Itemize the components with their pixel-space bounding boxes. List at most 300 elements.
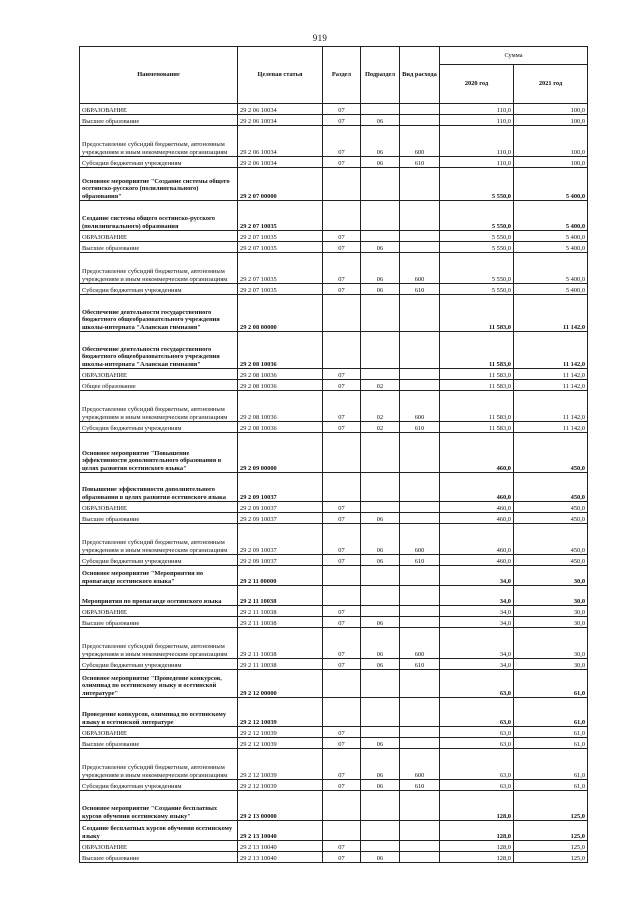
row-vid (400, 369, 440, 380)
row-2021: 61,0 (514, 698, 588, 727)
row-razdel: 07 (323, 780, 361, 791)
row-2021: 11 142,0 (514, 380, 588, 391)
row-name: Основное мероприятие "Повышение эффективности дополнительного образования в целях развития осетинского языка" (80, 433, 238, 473)
row-2020: 460,0 (440, 473, 514, 502)
row-vid (400, 168, 440, 201)
row-code: 29 2 07 00000 (238, 168, 323, 201)
budget-table (79, 46, 588, 863)
row-vid (400, 841, 440, 852)
row-name: ОБРАЗОВАНИЕ (80, 104, 238, 115)
row-podrazdel: 06 (361, 749, 400, 780)
row-podrazdel (361, 606, 400, 617)
row-2020: 11 583,0 (440, 380, 514, 391)
row-code: 29 2 09 10037 (238, 555, 323, 566)
row-2020: 128,0 (440, 841, 514, 852)
row-razdel: 07 (323, 391, 361, 422)
table-row (80, 738, 588, 749)
table-row (80, 391, 588, 422)
row-2020: 5 550,0 (440, 201, 514, 231)
row-2021: 450,0 (514, 502, 588, 513)
row-code: 29 2 13 10040 (238, 841, 323, 852)
row-code: 29 2 08 10036 (238, 332, 323, 369)
row-code: 29 2 09 10037 (238, 473, 323, 502)
row-razdel (323, 473, 361, 502)
row-2021: 450,0 (514, 433, 588, 473)
row-podrazdel: 06 (361, 617, 400, 628)
row-podrazdel (361, 231, 400, 242)
row-podrazdel (361, 104, 400, 115)
row-code: 29 2 13 10040 (238, 852, 323, 863)
row-name: Субсидии бюджетным учреждениям (80, 284, 238, 295)
row-podrazdel (361, 295, 400, 332)
row-vid: 610 (400, 422, 440, 433)
row-2020: 11 583,0 (440, 295, 514, 332)
row-vid (400, 513, 440, 524)
row-code: 29 2 11 10038 (238, 628, 323, 659)
row-2021: 100,0 (514, 126, 588, 157)
row-razdel: 07 (323, 841, 361, 852)
row-razdel: 07 (323, 606, 361, 617)
row-vid: 600 (400, 628, 440, 659)
row-podrazdel (361, 502, 400, 513)
row-podrazdel: 02 (361, 391, 400, 422)
row-vid (400, 115, 440, 126)
row-2021: 11 142,0 (514, 369, 588, 380)
row-name: ОБРАЗОВАНИЕ (80, 727, 238, 738)
row-vid: 610 (400, 157, 440, 168)
row-razdel: 07 (323, 126, 361, 157)
row-2020: 110,0 (440, 157, 514, 168)
row-code: 29 2 12 10039 (238, 738, 323, 749)
row-2021: 125,0 (514, 852, 588, 863)
row-2021: 100,0 (514, 157, 588, 168)
row-vid: 600 (400, 126, 440, 157)
row-2021: 30,0 (514, 617, 588, 628)
row-vid (400, 606, 440, 617)
row-code: 29 2 09 10037 (238, 502, 323, 513)
header-razdel: Раздел (323, 47, 361, 104)
table-row (80, 749, 588, 780)
row-podrazdel: 06 (361, 126, 400, 157)
header-code: Целевая статья (238, 47, 323, 104)
row-podrazdel: 06 (361, 157, 400, 168)
table-row (80, 841, 588, 852)
row-2021: 61,0 (514, 780, 588, 791)
row-name: Субсидии бюджетным учреждениям (80, 659, 238, 670)
row-code: 29 2 11 10038 (238, 586, 323, 606)
row-razdel: 07 (323, 628, 361, 659)
row-code: 29 2 11 10038 (238, 659, 323, 670)
row-2020: 11 583,0 (440, 369, 514, 380)
header-year-2021: 2021 год (514, 65, 588, 104)
row-2021: 30,0 (514, 606, 588, 617)
row-razdel: 07 (323, 422, 361, 433)
row-vid (400, 433, 440, 473)
row-2021: 125,0 (514, 821, 588, 841)
table-row (80, 852, 588, 863)
row-podrazdel (361, 201, 400, 231)
row-podrazdel: 06 (361, 780, 400, 791)
row-2020: 34,0 (440, 617, 514, 628)
row-name: Повышение эффективности дополнительного образования в целях развития осетинского языка (80, 473, 238, 502)
row-vid (400, 502, 440, 513)
row-vid (400, 698, 440, 727)
row-2020: 63,0 (440, 670, 514, 698)
row-name: Мероприятия по пропаганде осетинского языка (80, 586, 238, 606)
row-2020: 34,0 (440, 659, 514, 670)
row-2021: 450,0 (514, 513, 588, 524)
row-razdel: 07 (323, 513, 361, 524)
row-2021: 11 142,0 (514, 295, 588, 332)
row-podrazdel: 02 (361, 380, 400, 391)
row-code: 29 2 08 10036 (238, 422, 323, 433)
row-name: Обеспечение деятельности государственного бюджетного общеобразовательного учреждения школы-интерната "Аланская гимназия" (80, 332, 238, 369)
row-code: 29 2 13 10040 (238, 821, 323, 841)
row-2020: 63,0 (440, 727, 514, 738)
row-2020: 63,0 (440, 738, 514, 749)
row-podrazdel (361, 566, 400, 586)
row-name: Высшее образование (80, 617, 238, 628)
row-vid (400, 727, 440, 738)
row-razdel: 07 (323, 284, 361, 295)
row-razdel (323, 586, 361, 606)
row-vid (400, 821, 440, 841)
row-podrazdel: 06 (361, 513, 400, 524)
row-2020: 110,0 (440, 104, 514, 115)
row-2021: 11 142,0 (514, 332, 588, 369)
table-row (80, 586, 588, 606)
table-row (80, 606, 588, 617)
row-2020: 5 550,0 (440, 284, 514, 295)
row-2021: 5 400,0 (514, 168, 588, 201)
row-razdel (323, 670, 361, 698)
row-2021: 450,0 (514, 473, 588, 502)
table-row (80, 433, 588, 473)
table-row (80, 566, 588, 586)
table-row (80, 295, 588, 332)
row-code: 29 2 11 00000 (238, 566, 323, 586)
row-2020: 460,0 (440, 502, 514, 513)
row-code: 29 2 07 10035 (238, 231, 323, 242)
header-summa: Сумма (440, 47, 588, 65)
row-name: Предоставление субсидий бюджетным, автономным учреждениям и иным некоммерческим организациям (80, 749, 238, 780)
row-razdel (323, 821, 361, 841)
row-razdel: 07 (323, 852, 361, 863)
row-name: Высшее образование (80, 115, 238, 126)
row-2021: 450,0 (514, 524, 588, 555)
row-code: 29 2 07 10035 (238, 284, 323, 295)
row-2021: 5 400,0 (514, 253, 588, 284)
row-code: 29 2 12 00000 (238, 670, 323, 698)
row-podrazdel (361, 586, 400, 606)
row-podrazdel: 06 (361, 555, 400, 566)
row-2021: 11 142,0 (514, 391, 588, 422)
row-2020: 5 550,0 (440, 231, 514, 242)
row-razdel (323, 433, 361, 473)
row-razdel: 07 (323, 727, 361, 738)
table-row (80, 157, 588, 168)
row-code: 29 2 06 10034 (238, 157, 323, 168)
row-2020: 63,0 (440, 780, 514, 791)
row-code: 29 2 06 10034 (238, 126, 323, 157)
row-razdel: 07 (323, 369, 361, 380)
table-body (80, 104, 588, 863)
row-2020: 110,0 (440, 115, 514, 126)
row-2020: 34,0 (440, 586, 514, 606)
row-razdel: 07 (323, 749, 361, 780)
row-vid: 600 (400, 253, 440, 284)
row-name: Общее образование (80, 380, 238, 391)
page-number: 919 (312, 33, 328, 43)
table-row (80, 231, 588, 242)
row-podrazdel (361, 727, 400, 738)
row-razdel (323, 791, 361, 821)
row-name: Высшее образование (80, 852, 238, 863)
row-name: ОБРАЗОВАНИЕ (80, 502, 238, 513)
table-row (80, 380, 588, 391)
row-code: 29 2 06 10034 (238, 104, 323, 115)
row-name: Основное мероприятие "Создание бесплатных курсов обучения осетинскому языку" (80, 791, 238, 821)
row-vid (400, 104, 440, 115)
table-row (80, 168, 588, 201)
row-2021: 450,0 (514, 555, 588, 566)
row-vid: 610 (400, 284, 440, 295)
row-razdel: 07 (323, 157, 361, 168)
table-row (80, 253, 588, 284)
row-name: Предоставление субсидий бюджетным, автономным учреждениям и иным некоммерческим организациям (80, 524, 238, 555)
row-vid: 600 (400, 749, 440, 780)
row-2020: 128,0 (440, 852, 514, 863)
row-podrazdel (361, 473, 400, 502)
table-row (80, 628, 588, 659)
row-name: ОБРАЗОВАНИЕ (80, 231, 238, 242)
row-razdel: 07 (323, 502, 361, 513)
row-name: Высшее образование (80, 513, 238, 524)
table-row (80, 727, 588, 738)
table-row (80, 524, 588, 555)
row-2020: 11 583,0 (440, 391, 514, 422)
row-2021: 61,0 (514, 727, 588, 738)
row-code: 29 2 08 00000 (238, 295, 323, 332)
row-razdel: 07 (323, 104, 361, 115)
row-2021: 61,0 (514, 670, 588, 698)
row-vid (400, 295, 440, 332)
row-2020: 110,0 (440, 126, 514, 157)
row-2020: 34,0 (440, 566, 514, 586)
row-vid (400, 201, 440, 231)
row-2021: 100,0 (514, 104, 588, 115)
row-vid (400, 380, 440, 391)
row-2021: 30,0 (514, 566, 588, 586)
row-razdel (323, 295, 361, 332)
row-name: Основное мероприятие "Мероприятия по пропаганде осетинского языка" (80, 566, 238, 586)
table-row (80, 670, 588, 698)
row-name: Субсидии бюджетным учреждениям (80, 157, 238, 168)
row-2020: 5 550,0 (440, 253, 514, 284)
row-code: 29 2 12 10039 (238, 727, 323, 738)
row-razdel: 07 (323, 555, 361, 566)
row-podrazdel: 06 (361, 284, 400, 295)
row-name: ОБРАЗОВАНИЕ (80, 841, 238, 852)
row-podrazdel (361, 433, 400, 473)
row-podrazdel (361, 821, 400, 841)
row-vid (400, 242, 440, 253)
row-code: 29 2 07 10035 (238, 201, 323, 231)
row-vid: 610 (400, 555, 440, 566)
row-name: Предоставление субсидий бюджетным, автономным учреждениям и иным некоммерческим организациям (80, 126, 238, 157)
row-code: 29 2 13 00000 (238, 791, 323, 821)
row-vid (400, 670, 440, 698)
row-name: Субсидии бюджетным учреждениям (80, 555, 238, 566)
table-row (80, 698, 588, 727)
row-name: Основное мероприятие "Создание системы общего осетинско-русского (полилингвального) образования" (80, 168, 238, 201)
row-razdel (323, 566, 361, 586)
row-2021: 5 400,0 (514, 201, 588, 231)
row-2021: 125,0 (514, 791, 588, 821)
row-vid (400, 617, 440, 628)
row-2020: 460,0 (440, 555, 514, 566)
row-razdel: 07 (323, 738, 361, 749)
row-vid (400, 791, 440, 821)
row-vid (400, 852, 440, 863)
row-name: Создание бесплатных курсов обучения осетинскому языку (80, 821, 238, 841)
row-razdel: 07 (323, 231, 361, 242)
row-code: 29 2 11 10038 (238, 617, 323, 628)
row-2021: 30,0 (514, 628, 588, 659)
row-code: 29 2 12 10039 (238, 749, 323, 780)
row-podrazdel (361, 369, 400, 380)
row-name: Субсидии бюджетным учреждениям (80, 422, 238, 433)
table-row (80, 473, 588, 502)
row-2021: 125,0 (514, 841, 588, 852)
row-podrazdel: 02 (361, 422, 400, 433)
row-podrazdel (361, 670, 400, 698)
table-row (80, 502, 588, 513)
table-row (80, 332, 588, 369)
row-2021: 61,0 (514, 749, 588, 780)
row-2020: 11 583,0 (440, 422, 514, 433)
row-razdel: 07 (323, 524, 361, 555)
row-code: 29 2 07 10035 (238, 253, 323, 284)
row-code: 29 2 06 10034 (238, 115, 323, 126)
row-2020: 11 583,0 (440, 332, 514, 369)
row-2021: 30,0 (514, 586, 588, 606)
row-razdel (323, 201, 361, 231)
row-razdel: 07 (323, 659, 361, 670)
row-code: 29 2 09 10037 (238, 513, 323, 524)
row-code: 29 2 08 10036 (238, 369, 323, 380)
row-2020: 460,0 (440, 513, 514, 524)
row-podrazdel: 06 (361, 242, 400, 253)
header-name: Наименование (80, 47, 238, 104)
row-vid (400, 566, 440, 586)
row-vid: 600 (400, 524, 440, 555)
row-razdel (323, 698, 361, 727)
row-name: Субсидии бюджетным учреждениям (80, 780, 238, 791)
row-vid (400, 738, 440, 749)
table-row (80, 104, 588, 115)
row-2021: 30,0 (514, 659, 588, 670)
row-name: ОБРАЗОВАНИЕ (80, 369, 238, 380)
row-vid: 610 (400, 659, 440, 670)
row-podrazdel: 06 (361, 628, 400, 659)
row-podrazdel: 06 (361, 738, 400, 749)
row-code: 29 2 08 10036 (238, 391, 323, 422)
table-row (80, 821, 588, 841)
row-podrazdel (361, 841, 400, 852)
row-2021: 61,0 (514, 738, 588, 749)
table-row (80, 201, 588, 231)
row-podrazdel (361, 168, 400, 201)
row-2020: 460,0 (440, 433, 514, 473)
row-name: Высшее образование (80, 242, 238, 253)
row-2021: 11 142,0 (514, 422, 588, 433)
row-name: Основное мероприятие "Проведение конкурсов, олимпиад по осетинскому языку и осетинской литературе" (80, 670, 238, 698)
row-code: 29 2 07 10035 (238, 242, 323, 253)
row-2021: 5 400,0 (514, 231, 588, 242)
row-razdel (323, 168, 361, 201)
row-razdel: 07 (323, 115, 361, 126)
header-year-2020: 2020 год (440, 65, 514, 104)
row-code: 29 2 11 10038 (238, 606, 323, 617)
row-2021: 100,0 (514, 115, 588, 126)
row-code: 29 2 09 00000 (238, 433, 323, 473)
row-vid (400, 586, 440, 606)
table-row (80, 617, 588, 628)
table-row (80, 780, 588, 791)
row-name: ОБРАЗОВАНИЕ (80, 606, 238, 617)
row-2021: 5 400,0 (514, 242, 588, 253)
table-row (80, 115, 588, 126)
row-2020: 34,0 (440, 606, 514, 617)
row-2021: 5 400,0 (514, 284, 588, 295)
table-row (80, 369, 588, 380)
row-code: 29 2 09 10037 (238, 524, 323, 555)
row-2020: 128,0 (440, 791, 514, 821)
row-vid (400, 231, 440, 242)
header-podrazdel: Подраздел (361, 47, 400, 104)
table-row (80, 791, 588, 821)
row-vid: 610 (400, 780, 440, 791)
row-name: Предоставление субсидий бюджетным, автономным учреждениям и иным некоммерческим организациям (80, 253, 238, 284)
row-code: 29 2 08 10036 (238, 380, 323, 391)
row-razdel: 07 (323, 242, 361, 253)
row-2020: 460,0 (440, 524, 514, 555)
row-podrazdel: 06 (361, 253, 400, 284)
row-razdel (323, 332, 361, 369)
row-podrazdel: 06 (361, 852, 400, 863)
table-header (80, 47, 588, 104)
table-row (80, 422, 588, 433)
row-name: Создание системы общего осетинско-русского (полилингвального) образования (80, 201, 238, 231)
table-row (80, 513, 588, 524)
row-razdel: 07 (323, 617, 361, 628)
table-row (80, 242, 588, 253)
row-name: Обеспечение деятельности государственного бюджетного общеобразовательного учреждения школы-интерната "Аланская гимназия" (80, 295, 238, 332)
row-name: Предоставление субсидий бюджетным, автономным учреждениям и иным некоммерческим организациям (80, 391, 238, 422)
row-podrazdel: 06 (361, 659, 400, 670)
row-2020: 34,0 (440, 628, 514, 659)
row-name: Высшее образование (80, 738, 238, 749)
row-name: Предоставление субсидий бюджетным, автономным учреждениям и иным некоммерческим организациям (80, 628, 238, 659)
row-razdel: 07 (323, 253, 361, 284)
row-podrazdel: 06 (361, 524, 400, 555)
row-vid (400, 332, 440, 369)
row-code: 29 2 12 10039 (238, 698, 323, 727)
row-2020: 63,0 (440, 698, 514, 727)
row-2020: 128,0 (440, 821, 514, 841)
row-vid: 600 (400, 391, 440, 422)
